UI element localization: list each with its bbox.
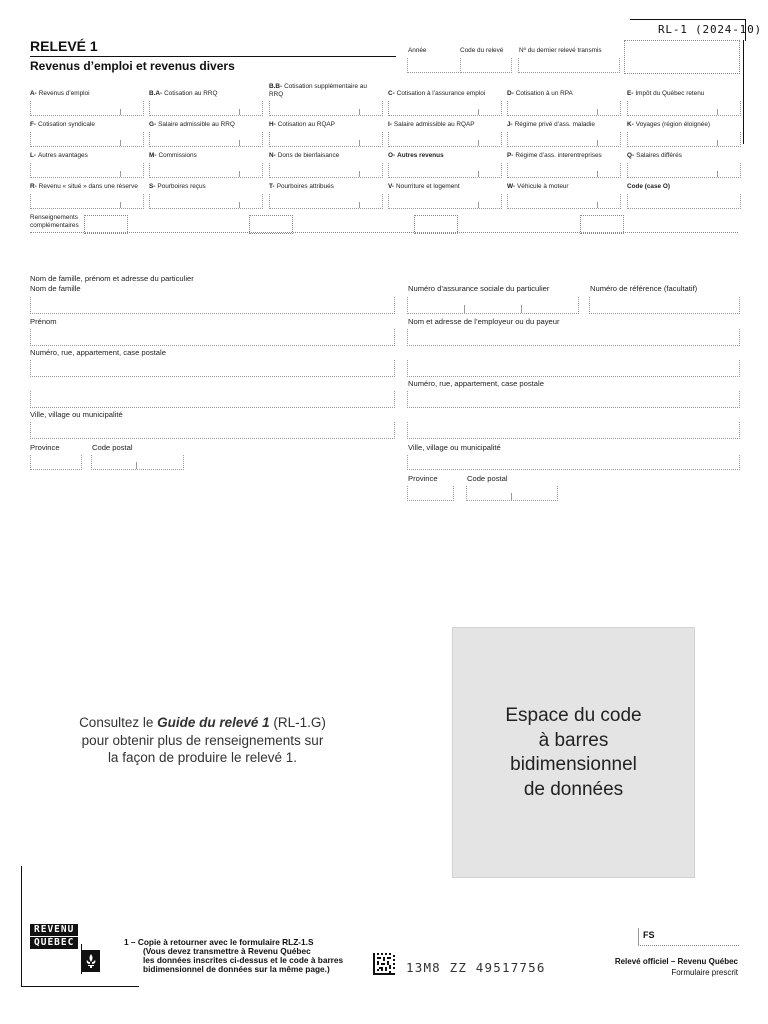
reference-label: Numéro de référence (facultatif) <box>590 284 698 293</box>
amount-field[interactable] <box>627 101 741 116</box>
ville-field[interactable] <box>30 422 395 439</box>
box-text: Véhicule à moteur <box>517 183 569 190</box>
cents-separator <box>239 171 240 177</box>
cents-separator <box>597 171 598 177</box>
box-code: H- <box>269 121 276 128</box>
box-text: Revenu « situé » dans une réserve <box>38 183 138 190</box>
amount-field[interactable] <box>30 101 144 116</box>
box-code: Q- <box>627 152 635 159</box>
form-title: RELEVÉ 1 <box>30 38 98 54</box>
amount-field[interactable] <box>507 194 621 209</box>
employeur-label: Nom et adresse de l’employeur ou du payeur <box>408 317 560 326</box>
box-code: S- <box>149 183 156 190</box>
amount-field[interactable] <box>149 132 263 147</box>
box-text: Cotisation à un RPA <box>515 90 573 97</box>
employeur-nom-field[interactable] <box>407 329 740 346</box>
nom-famille-label: Nom de famille <box>30 284 81 293</box>
code-postal-field[interactable] <box>91 455 184 470</box>
box-text: Autres avantages <box>38 152 88 159</box>
box-label-code-case-o <box>627 183 670 190</box>
copy-line-1: 1 – Copie à retourner avec le formulaire RLZ-1.S <box>124 937 314 947</box>
box-label-n <box>269 152 339 159</box>
right-border <box>743 40 744 144</box>
box-code: O- <box>388 152 396 159</box>
cents-separator <box>239 140 240 146</box>
box-label-l <box>30 152 88 159</box>
amount-field[interactable] <box>627 194 741 209</box>
cents-separator <box>120 202 121 208</box>
renseignements-box-1[interactable] <box>84 215 128 234</box>
box-code: C- <box>388 90 395 97</box>
guide-line-2: pour obtenir plus de renseignements sur <box>81 732 324 748</box>
employeur-code-postal-label: Code postal <box>467 474 508 483</box>
nas-tick-1 <box>464 305 465 313</box>
amount-field[interactable] <box>269 101 383 116</box>
amount-field[interactable] <box>388 132 502 147</box>
box-text: Cotisation syndicale <box>38 121 95 128</box>
box-text: Nourriture et logement <box>396 183 460 190</box>
form-code: RL-1 (2024-10) <box>658 23 762 36</box>
adresse-field-2[interactable] <box>30 391 395 408</box>
code-releve-field[interactable] <box>460 58 512 73</box>
cents-separator <box>717 140 718 146</box>
barcode-line-1: Espace du code <box>505 705 642 726</box>
code-postal-tick <box>136 462 137 469</box>
code-releve-label: Code du relevé <box>460 47 504 54</box>
top-right-field[interactable] <box>624 40 740 74</box>
cents-separator <box>359 171 360 177</box>
cents-separator <box>478 171 479 177</box>
cents-separator <box>597 140 598 146</box>
box-label-b-b <box>269 83 379 98</box>
cents-separator <box>597 109 598 115</box>
annee-field[interactable] <box>407 58 461 73</box>
box-text: Cotisation à l’assurance emploi <box>396 90 486 97</box>
guide-text <box>40 714 365 767</box>
amount-field[interactable] <box>269 194 383 209</box>
box-label-j <box>507 121 595 128</box>
cents-separator <box>239 109 240 115</box>
amount-field[interactable] <box>627 132 741 147</box>
cents-separator <box>597 202 598 208</box>
cents-separator <box>239 202 240 208</box>
prescribed-label: Formulaire prescrit <box>671 968 738 977</box>
employeur-ville-label: Ville, village ou municipalité <box>408 443 501 452</box>
cents-separator <box>359 202 360 208</box>
amount-field[interactable] <box>30 132 144 147</box>
box-code: K- <box>627 121 634 128</box>
box-label-d <box>507 90 573 97</box>
dernier-releve-field[interactable] <box>518 58 620 73</box>
employeur-province-label: Province <box>408 474 438 483</box>
province-field[interactable] <box>30 455 82 470</box>
box-text: Régime privé d’ass. maladie <box>514 121 595 128</box>
province-label: Province <box>30 443 60 452</box>
amount-field[interactable] <box>507 101 621 116</box>
ville-label: Ville, village ou municipalité <box>30 410 123 419</box>
cents-separator <box>717 109 718 115</box>
barcode-line-2: à barres <box>538 729 609 751</box>
particulier-section-label: Nom de famille, prénom et adresse du particulier <box>30 274 194 283</box>
box-label-k <box>627 121 710 128</box>
box-code: F- <box>30 121 37 128</box>
box-code: I- <box>388 121 392 128</box>
employeur-adresse-field[interactable] <box>407 391 740 408</box>
amount-field[interactable] <box>30 194 144 209</box>
box-text: Autres revenus <box>397 152 444 159</box>
form-code-border <box>630 19 746 41</box>
amount-field[interactable] <box>269 163 383 178</box>
box-text: Salaire admissible au RRQ <box>158 121 235 128</box>
logo-line-1: REVENU <box>30 924 78 936</box>
box-text: Cotisation supplémentaire au RRQ <box>269 83 367 98</box>
revenu-quebec-logo <box>30 924 100 976</box>
barcode-line-3: bidimensionnel <box>510 754 637 775</box>
fleur-de-lis-icon <box>82 950 100 972</box>
box-code: D- <box>507 90 514 97</box>
barcode-space-text <box>453 704 694 802</box>
cents-separator <box>359 109 360 115</box>
renseignements-line <box>30 232 738 233</box>
form-subtitle: Revenus d’emploi et revenus divers <box>30 59 235 73</box>
fs-label: FS <box>643 930 655 940</box>
serial-number: 13M8 ZZ 49517756 <box>406 960 546 975</box>
title-rule <box>30 56 396 57</box>
box-code: B.A- <box>149 90 163 97</box>
box-label-f <box>30 121 95 128</box>
guide-line-1 <box>40 714 365 732</box>
box-text: Dons de bienfaisance <box>277 152 340 159</box>
cents-separator <box>120 109 121 115</box>
renseignements-text: Renseignements complémentaires <box>30 214 79 229</box>
official-label: Relevé officiel – Revenu Québec <box>614 957 738 966</box>
box-text: Pourboires attribués <box>276 183 334 190</box>
box-text: Voyages (région éloignée) <box>635 121 711 128</box>
box-text: Pourboires reçus <box>157 183 206 190</box>
employeur-nom-field-2[interactable] <box>407 360 740 377</box>
barcode-space <box>452 627 695 878</box>
employeur-code-postal-field[interactable] <box>466 486 558 501</box>
amount-field[interactable] <box>30 163 144 178</box>
amount-field[interactable] <box>149 101 263 116</box>
amount-field[interactable] <box>507 132 621 147</box>
dernier-releve-label: Nº du dernier relevé transmis <box>519 47 602 54</box>
prenom-field[interactable] <box>30 329 395 346</box>
adresse-field-1[interactable] <box>30 360 395 377</box>
nas-label: Numéro d’assurance sociale du particulier <box>408 284 550 293</box>
amount-field[interactable] <box>627 163 741 178</box>
box-code: E- <box>627 90 634 97</box>
box-label-h <box>269 121 335 128</box>
box-label-t <box>269 183 334 190</box>
box-label-q <box>627 152 682 159</box>
box-code: A- <box>30 90 37 97</box>
amount-field[interactable] <box>269 132 383 147</box>
nom-famille-field[interactable] <box>30 297 395 314</box>
cents-separator <box>359 140 360 146</box>
amount-field[interactable] <box>507 163 621 178</box>
renseignements-label <box>30 214 86 229</box>
box-label-r <box>30 183 138 190</box>
copy-line-2: (Vous devez transmettre à Revenu Québec <box>143 946 311 956</box>
box-code: L- <box>30 152 37 159</box>
box-label-o <box>388 152 444 159</box>
nas-field[interactable] <box>407 297 579 314</box>
box-text: Cotisation au RQAP <box>277 121 335 128</box>
datamatrix-icon <box>373 953 395 975</box>
guide-pre: Consultez le <box>79 715 158 730</box>
barcode-line-4: de données <box>523 778 624 800</box>
box-code: V- <box>388 183 395 190</box>
employeur-code-postal-tick <box>511 493 512 500</box>
guide-line-3: la façon de produire le relevé 1. <box>107 750 298 765</box>
employeur-province-field[interactable] <box>407 486 454 501</box>
box-code: J- <box>507 121 513 128</box>
box-label-e <box>627 90 704 97</box>
box-label-p <box>507 152 602 159</box>
box-text: Revenus d’emploi <box>38 90 90 97</box>
cents-separator <box>478 109 479 115</box>
employeur-adresse-field-2[interactable] <box>407 422 740 439</box>
box-label-i <box>388 121 475 128</box>
box-label-w <box>507 183 569 190</box>
box-text: Impôt du Québec retenu <box>635 90 705 97</box>
amount-field[interactable] <box>388 163 502 178</box>
amount-field[interactable] <box>149 163 263 178</box>
nas-tick-2 <box>521 305 522 313</box>
box-text: Salaire admissible au RQAP <box>393 121 475 128</box>
logo-line-2: QUÉBEC <box>30 937 78 949</box>
box-code: M- <box>149 152 157 159</box>
annee-label: Année <box>408 47 427 54</box>
box-code: N- <box>269 152 276 159</box>
employeur-adresse-label: Numéro, rue, appartement, case postale <box>408 379 544 388</box>
cents-separator <box>120 171 121 177</box>
box-label-a <box>30 90 90 97</box>
guide-title: Guide du relevé 1 <box>157 715 270 730</box>
box-text: Salaires différés <box>636 152 682 159</box>
box-text: Commissions <box>158 152 197 159</box>
box-label-g <box>149 121 235 128</box>
copy-line-4: bidimensionnel de données sur la même page.) <box>143 964 330 974</box>
box-text: Code (case O) <box>627 183 670 190</box>
box-label-b-a <box>149 90 217 97</box>
box-code: P- <box>507 152 514 159</box>
box-label-c <box>388 90 485 97</box>
logo-bracket <box>81 944 82 974</box>
adresse-label: Numéro, rue, appartement, case postale <box>30 348 166 357</box>
employeur-ville-field[interactable] <box>407 455 740 470</box>
box-code: G- <box>149 121 157 128</box>
guide-code: (RL-1.G) <box>269 715 326 730</box>
cents-separator <box>717 171 718 177</box>
code-postal-label: Code postal <box>92 443 133 452</box>
box-label-s <box>149 183 206 190</box>
box-code: T- <box>269 183 275 190</box>
box-text: Cotisation au RRQ <box>164 90 218 97</box>
copy-text <box>124 938 343 974</box>
cents-separator <box>478 140 479 146</box>
renseignements-box-2[interactable] <box>249 215 293 234</box>
renseignements-box-4[interactable] <box>580 215 624 234</box>
cents-separator <box>478 202 479 208</box>
prenom-label: Prénom <box>30 317 57 326</box>
copy-line-3: les données inscrites ci-dessus et le code à barres <box>143 955 344 965</box>
renseignements-box-3[interactable] <box>414 215 458 234</box>
box-code: W- <box>507 183 516 190</box>
cents-separator <box>120 140 121 146</box>
box-label-v <box>388 183 460 190</box>
amount-field[interactable] <box>149 194 263 209</box>
box-text: Régime d’ass. interentreprises <box>515 152 602 159</box>
box-label-m <box>149 152 197 159</box>
amount-field[interactable] <box>388 101 502 116</box>
amount-field[interactable] <box>388 194 502 209</box>
reference-field[interactable] <box>589 297 740 314</box>
box-code: B.B- <box>269 83 283 90</box>
box-code: R- <box>30 183 37 190</box>
